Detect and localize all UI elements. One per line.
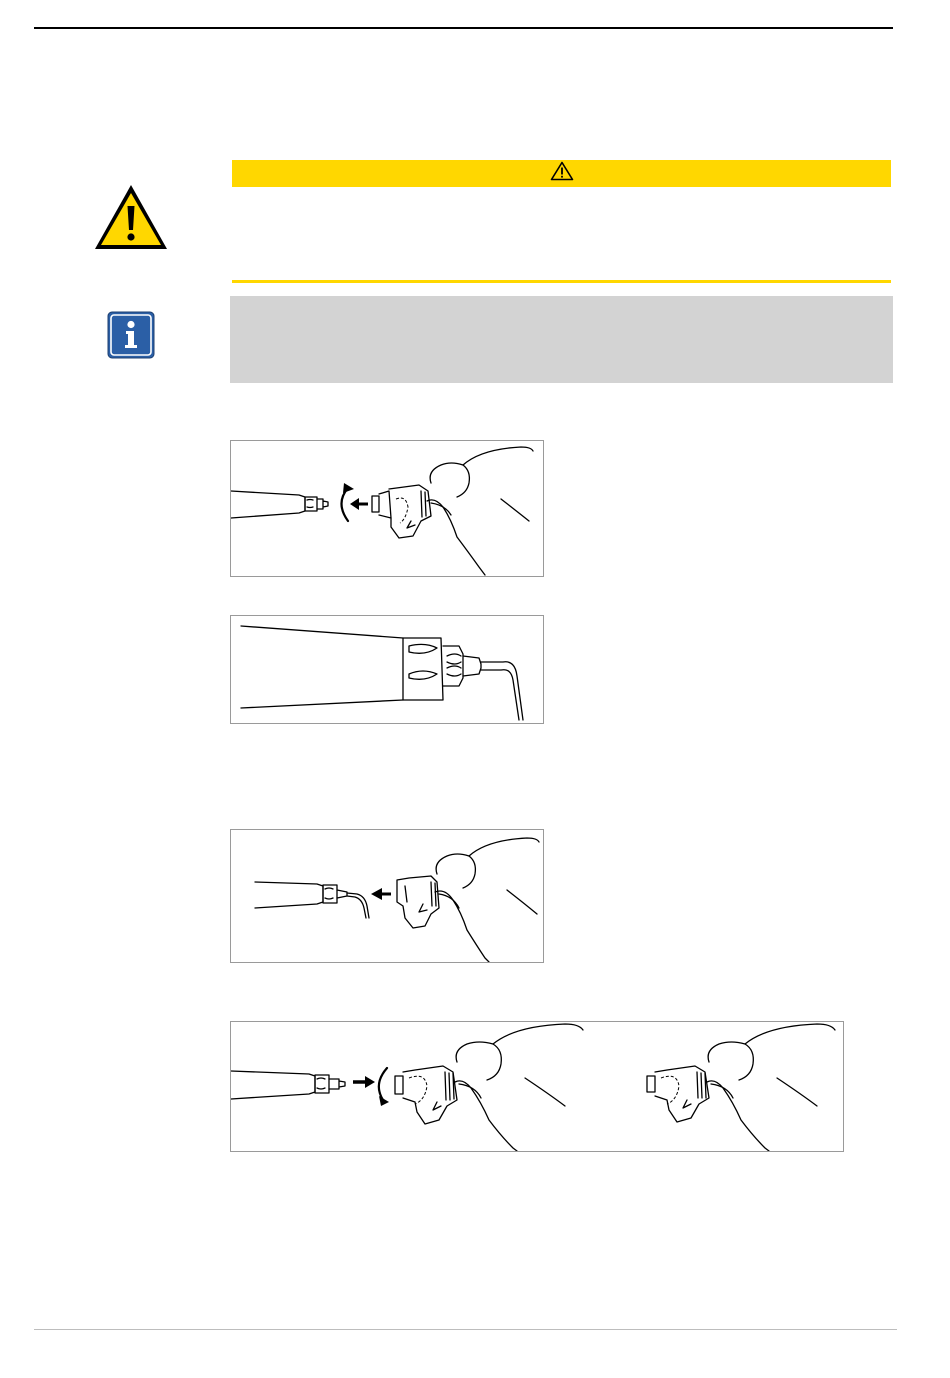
- info-icon: [107, 311, 155, 359]
- footer-rule: [34, 1329, 897, 1330]
- warning-bottom-rule: [232, 280, 891, 283]
- warning-exclamation-icon: [92, 182, 170, 252]
- header-rule: [34, 27, 893, 29]
- remove-tip-illustration: [230, 1021, 844, 1152]
- warning-triangle-icon: [550, 161, 574, 186]
- warning-header-bar: [232, 160, 891, 187]
- handpiece-with-tip-illustration: [230, 615, 544, 724]
- note-box: [230, 296, 893, 383]
- mount-tool-illustration: [230, 829, 544, 963]
- insert-tip-illustration: [230, 440, 544, 577]
